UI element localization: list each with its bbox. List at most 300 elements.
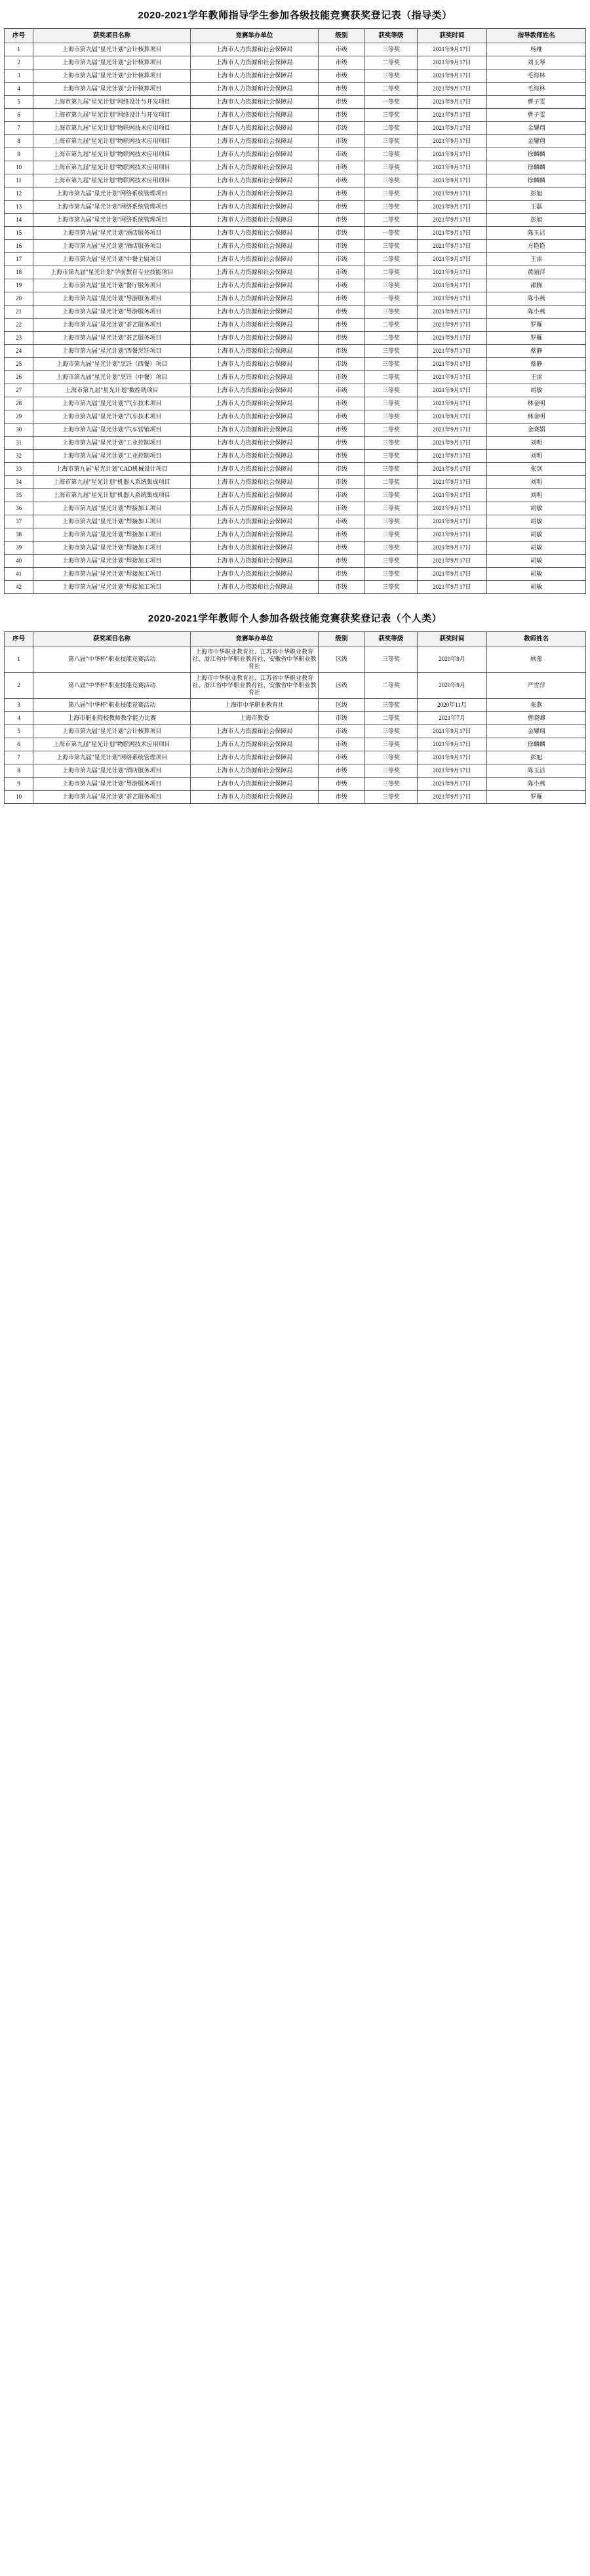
cell-level: 市级 <box>318 384 364 397</box>
cell-teacher: 刘明 <box>487 450 586 463</box>
cell-date: 2021年9月17日 <box>417 410 486 424</box>
cell-project: 第八届"中华杯"职业技能竞赛活动 <box>33 646 190 673</box>
cell-serial: 6 <box>5 109 33 122</box>
cell-serial: 5 <box>5 725 33 738</box>
cell-serial: 20 <box>5 292 33 306</box>
table-row <box>5 489 586 502</box>
cell-award: 三等奖 <box>364 699 417 712</box>
cell-teacher: 罗雁 <box>487 319 586 332</box>
table-row <box>5 371 586 384</box>
cell-award: 三等奖 <box>364 437 417 450</box>
cell-teacher: 胡敏 <box>487 528 586 542</box>
table-row <box>5 214 586 227</box>
cell-serial: 1 <box>5 43 33 56</box>
cell-award: 三等奖 <box>364 778 417 791</box>
header-award: 获奖等级 <box>364 632 417 646</box>
cell-serial: 3 <box>5 69 33 83</box>
cell-award: 三等奖 <box>364 174 417 188</box>
cell-organizer: 上海市人力资源和社会保障局 <box>190 83 318 96</box>
cell-award: 三等奖 <box>364 410 417 424</box>
cell-project: 上海市第九届"星光计划"茶艺服务项目 <box>33 332 190 345</box>
cell-serial: 1 <box>5 646 33 673</box>
cell-award: 三等奖 <box>364 542 417 555</box>
cell-level: 市级 <box>318 528 364 542</box>
cell-level: 市级 <box>318 69 364 83</box>
cell-award: 三等奖 <box>364 725 417 738</box>
cell-teacher: 徐麟麟 <box>487 174 586 188</box>
cell-project: 上海市第九届"星光计划"导游服务项目 <box>33 778 190 791</box>
cell-level: 市级 <box>318 188 364 201</box>
table-row <box>5 279 586 292</box>
cell-serial: 26 <box>5 371 33 384</box>
cell-project: 上海市第九届"星光计划"网络系统管理项目 <box>33 214 190 227</box>
table-row <box>5 397 586 410</box>
cell-serial: 10 <box>5 161 33 174</box>
cell-serial: 32 <box>5 450 33 463</box>
cell-organizer: 上海市人力资源和社会保障局 <box>190 266 318 279</box>
header-award: 获奖等级 <box>364 29 417 43</box>
cell-serial: 33 <box>5 463 33 476</box>
cell-date: 2021年9月17日 <box>417 450 486 463</box>
cell-organizer: 上海市人力资源和社会保障局 <box>190 240 318 253</box>
cell-serial: 12 <box>5 188 33 201</box>
cell-teacher: 黄丽萍 <box>487 266 586 279</box>
cell-project: 上海市第九届"星光计划"网络设计与开发项目 <box>33 96 190 109</box>
table-row <box>5 266 586 279</box>
cell-organizer: 上海市人力资源和社会保障局 <box>190 188 318 201</box>
cell-level: 市级 <box>318 476 364 489</box>
cell-date: 2021年9月17日 <box>417 424 486 437</box>
table-row <box>5 174 586 188</box>
cell-date: 2021年9月17日 <box>417 214 486 227</box>
cell-award: 二等奖 <box>364 476 417 489</box>
cell-project: 上海市职业院校教师教学能力比赛 <box>33 712 190 725</box>
cell-teacher: 胡敏 <box>487 502 586 515</box>
cell-serial: 41 <box>5 568 33 581</box>
cell-level: 市级 <box>318 725 364 738</box>
table-row <box>5 358 586 371</box>
cell-date: 2021年9月17日 <box>417 528 486 542</box>
personal-awards-table <box>4 631 586 804</box>
header-teacher: 指导教师姓名 <box>487 29 586 43</box>
cell-serial: 4 <box>5 712 33 725</box>
cell-level: 市级 <box>318 502 364 515</box>
table-row <box>5 555 586 568</box>
cell-date: 2021年9月17日 <box>417 306 486 319</box>
cell-level: 市级 <box>318 240 364 253</box>
cell-award: 三等奖 <box>364 188 417 201</box>
table-row <box>5 463 586 476</box>
cell-serial: 8 <box>5 135 33 148</box>
cell-organizer: 上海市人力资源和社会保障局 <box>190 214 318 227</box>
cell-award: 三等奖 <box>364 515 417 528</box>
cell-teacher: 胡敏 <box>487 384 586 397</box>
cell-serial: 31 <box>5 437 33 450</box>
cell-award: 二等奖 <box>364 122 417 135</box>
cell-award: 三等奖 <box>364 489 417 502</box>
cell-organizer: 上海市人力资源和社会保障局 <box>190 69 318 83</box>
cell-teacher: 金耀翔 <box>487 725 586 738</box>
cell-level: 区级 <box>318 699 364 712</box>
cell-date: 2021年9月17日 <box>417 135 486 148</box>
cell-organizer: 上海市人力资源和社会保障局 <box>190 292 318 306</box>
cell-award: 三等奖 <box>364 751 417 764</box>
cell-award: 二等奖 <box>364 371 417 384</box>
cell-teacher: 邵腾 <box>487 279 586 292</box>
cell-serial: 10 <box>5 791 33 804</box>
cell-award: 三等奖 <box>364 738 417 751</box>
cell-teacher: 曹子雯 <box>487 109 586 122</box>
table-row <box>5 712 586 725</box>
cell-teacher: 林金明 <box>487 410 586 424</box>
cell-date: 2021年9月17日 <box>417 542 486 555</box>
cell-teacher: 胡敏 <box>487 568 586 581</box>
cell-serial: 9 <box>5 148 33 161</box>
cell-project: 上海市第九届"星光计划"会计核算项目 <box>33 725 190 738</box>
table-row <box>5 109 586 122</box>
header-date: 获奖时间 <box>417 29 486 43</box>
cell-project: 第八届"中华杯"职业技能竞赛活动 <box>33 673 190 699</box>
cell-level: 市级 <box>318 56 364 69</box>
cell-award: 三等奖 <box>364 135 417 148</box>
cell-organizer: 上海市人力资源和社会保障局 <box>190 791 318 804</box>
cell-award: 二等奖 <box>364 214 417 227</box>
cell-project: 上海市第九届"星光计划"会计核算项目 <box>33 43 190 56</box>
cell-organizer: 上海市人力资源和社会保障局 <box>190 542 318 555</box>
cell-project: 上海市第九届"星光计划"数控铣项目 <box>33 384 190 397</box>
cell-date: 2021年9月17日 <box>417 384 486 397</box>
cell-award: 二等奖 <box>364 319 417 332</box>
cell-date: 2021年9月17日 <box>417 581 486 594</box>
table-row <box>5 410 586 424</box>
cell-organizer: 上海市人力资源和社会保障局 <box>190 424 318 437</box>
cell-award: 三等奖 <box>364 109 417 122</box>
table-row <box>5 502 586 515</box>
cell-teacher: 彭旭 <box>487 214 586 227</box>
cell-date: 2021年9月17日 <box>417 397 486 410</box>
cell-teacher: 罗雁 <box>487 791 586 804</box>
cell-date: 2021年9月17日 <box>417 358 486 371</box>
cell-serial: 36 <box>5 502 33 515</box>
cell-teacher: 徐麟麟 <box>487 148 586 161</box>
cell-teacher: 蔡静 <box>487 358 586 371</box>
cell-organizer: 上海市人力资源和社会保障局 <box>190 56 318 69</box>
cell-organizer: 上海市人力资源和社会保障局 <box>190 306 318 319</box>
header-project: 获奖项目名称 <box>33 632 190 646</box>
cell-level: 市级 <box>318 122 364 135</box>
table-row <box>5 292 586 306</box>
cell-teacher: 蔡静 <box>487 345 586 358</box>
cell-teacher: 陈玉洁 <box>487 227 586 240</box>
cell-project: 上海市第九届"星光计划"导游服务项目 <box>33 292 190 306</box>
cell-teacher: 彭旭 <box>487 188 586 201</box>
cell-date: 2021年9月17日 <box>417 43 486 56</box>
cell-project: 上海市第九届"星光计划"会计核算项目 <box>33 56 190 69</box>
cell-organizer: 上海市人力资源和社会保障局 <box>190 515 318 528</box>
guidance-table-body <box>5 43 586 594</box>
cell-award: 一等奖 <box>364 227 417 240</box>
cell-organizer: 上海市人力资源和社会保障局 <box>190 725 318 738</box>
cell-date: 2021年9月17日 <box>417 96 486 109</box>
cell-serial: 3 <box>5 699 33 712</box>
cell-organizer: 上海市人力资源和社会保障局 <box>190 476 318 489</box>
cell-date: 2021年9月17日 <box>417 56 486 69</box>
cell-level: 市级 <box>318 437 364 450</box>
personal-header-row <box>5 632 586 646</box>
table-row <box>5 188 586 201</box>
header-project: 获奖项目名称 <box>33 29 190 43</box>
cell-date: 2020年11月 <box>417 699 486 712</box>
cell-teacher: 王磊 <box>487 201 586 214</box>
cell-project: 上海市第九届"星光计划"酒店服务项目 <box>33 764 190 778</box>
cell-level: 市级 <box>318 791 364 804</box>
cell-serial: 30 <box>5 424 33 437</box>
cell-project: 上海市第九届"星光计划"焊接加工项目 <box>33 502 190 515</box>
table-row <box>5 568 586 581</box>
guidance-awards-table <box>4 28 586 594</box>
table-row <box>5 581 586 594</box>
cell-level: 市级 <box>318 214 364 227</box>
cell-serial: 21 <box>5 306 33 319</box>
cell-serial: 8 <box>5 764 33 778</box>
cell-organizer: 上海市人力资源和社会保障局 <box>190 778 318 791</box>
cell-award: 一等奖 <box>364 96 417 109</box>
cell-organizer: 上海市人力资源和社会保障局 <box>190 528 318 542</box>
cell-level: 市级 <box>318 266 364 279</box>
cell-level: 市级 <box>318 764 364 778</box>
cell-organizer: 上海市人力资源和社会保障局 <box>190 96 318 109</box>
cell-serial: 2 <box>5 56 33 69</box>
cell-serial: 5 <box>5 96 33 109</box>
cell-teacher: 彭旭 <box>487 751 586 764</box>
cell-organizer: 上海市人力资源和社会保障局 <box>190 437 318 450</box>
table-row <box>5 738 586 751</box>
cell-award: 二等奖 <box>364 424 417 437</box>
cell-organizer: 上海市人力资源和社会保障局 <box>190 174 318 188</box>
cell-teacher: 陈小燕 <box>487 306 586 319</box>
cell-serial: 13 <box>5 201 33 214</box>
cell-project: 上海市第九届"星光计划"汽车营销项目 <box>33 424 190 437</box>
cell-project: 上海市第九届"星光计划"酒店服务项目 <box>33 240 190 253</box>
table-row <box>5 122 586 135</box>
cell-organizer: 上海市人力资源和社会保障局 <box>190 227 318 240</box>
cell-date: 2021年9月17日 <box>417 319 486 332</box>
cell-award: 三等奖 <box>364 161 417 174</box>
cell-organizer: 上海市中华职业教育社 <box>190 699 318 712</box>
cell-award: 二等奖 <box>364 148 417 161</box>
table-row <box>5 528 586 542</box>
cell-teacher: 毛海林 <box>487 83 586 96</box>
cell-award: 三等奖 <box>364 345 417 358</box>
cell-project: 上海市第九届"星光计划"餐厅服务项目 <box>33 279 190 292</box>
cell-organizer: 上海市教委 <box>190 712 318 725</box>
table-row <box>5 424 586 437</box>
cell-serial: 24 <box>5 345 33 358</box>
cell-project: 上海市第九届"星光计划"物联网技术应用项目 <box>33 738 190 751</box>
cell-organizer: 上海市人力资源和社会保障局 <box>190 122 318 135</box>
cell-teacher: 陈玉洁 <box>487 764 586 778</box>
cell-award: 三等奖 <box>364 384 417 397</box>
cell-teacher: 金耀翔 <box>487 122 586 135</box>
cell-level: 市级 <box>318 515 364 528</box>
cell-serial: 22 <box>5 319 33 332</box>
cell-organizer: 上海市人力资源和社会保障局 <box>190 581 318 594</box>
document-page <box>0 0 590 804</box>
cell-date: 2021年9月17日 <box>417 371 486 384</box>
cell-project: 上海市第九届"星光计划"汽车技术项目 <box>33 397 190 410</box>
cell-award: 三等奖 <box>364 791 417 804</box>
table-row <box>5 673 586 699</box>
table-row <box>5 135 586 148</box>
cell-level: 市级 <box>318 253 364 266</box>
header-organizer: 竞赛举办单位 <box>190 632 318 646</box>
cell-level: 区级 <box>318 646 364 673</box>
cell-award: 二等奖 <box>364 712 417 725</box>
cell-serial: 6 <box>5 738 33 751</box>
table-row <box>5 96 586 109</box>
header-teacher: 教师姓名 <box>487 632 586 646</box>
cell-date: 2021年9月17日 <box>417 437 486 450</box>
cell-date: 2021年7月 <box>417 712 486 725</box>
cell-serial: 38 <box>5 528 33 542</box>
cell-serial: 39 <box>5 542 33 555</box>
cell-teacher: 张剑 <box>487 463 586 476</box>
cell-date: 2021年9月17日 <box>417 109 486 122</box>
cell-project: 第八届"中华杯"职业技能竞赛活动 <box>33 699 190 712</box>
header-serial: 序号 <box>5 632 33 646</box>
cell-organizer: 上海市人力资源和社会保障局 <box>190 135 318 148</box>
cell-award: 三等奖 <box>364 69 417 83</box>
table-row <box>5 791 586 804</box>
table-row <box>5 345 586 358</box>
cell-serial: 18 <box>5 266 33 279</box>
cell-teacher: 金耀翔 <box>487 135 586 148</box>
cell-project: 上海市第九届"星光计划"焊接加工项目 <box>33 528 190 542</box>
cell-serial: 14 <box>5 214 33 227</box>
cell-organizer: 上海市人力资源和社会保障局 <box>190 502 318 515</box>
cell-date: 2021年9月17日 <box>417 568 486 581</box>
cell-project: 上海市第九届"星光计划"机器人系统集成项目 <box>33 489 190 502</box>
cell-teacher: 胡敏 <box>487 581 586 594</box>
cell-organizer: 上海市人力资源和社会保障局 <box>190 489 318 502</box>
cell-project: 上海市第九届"星光计划"焊接加工项目 <box>33 515 190 528</box>
cell-award: 二等奖 <box>364 266 417 279</box>
cell-organizer: 上海市人力资源和社会保障局 <box>190 148 318 161</box>
personal-table-title: 2020-2021学年教师个人参加各级技能竞赛获奖登记表（个人类） <box>148 613 442 624</box>
cell-serial: 4 <box>5 83 33 96</box>
cell-project: 上海市第九届"星光计划"机器人系统集成项目 <box>33 476 190 489</box>
cell-date: 2021年9月17日 <box>417 69 486 83</box>
cell-award: 二等奖 <box>364 56 417 69</box>
cell-serial: 37 <box>5 515 33 528</box>
cell-teacher: 徐麟麟 <box>487 738 586 751</box>
cell-level: 市级 <box>318 345 364 358</box>
cell-date: 2021年9月17日 <box>417 122 486 135</box>
cell-award: 三等奖 <box>364 306 417 319</box>
cell-organizer: 上海市人力资源和社会保障局 <box>190 463 318 476</box>
cell-level: 市级 <box>318 43 364 56</box>
cell-organizer: 上海市人力资源和社会保障局 <box>190 201 318 214</box>
table-row <box>5 69 586 83</box>
cell-level: 市级 <box>318 306 364 319</box>
cell-teacher: 王雷 <box>487 371 586 384</box>
cell-date: 2021年9月17日 <box>417 515 486 528</box>
cell-award: 三等奖 <box>364 397 417 410</box>
table-row <box>5 751 586 764</box>
cell-level: 区级 <box>318 673 364 699</box>
table-row <box>5 332 586 345</box>
cell-project: 上海市第九届"星光计划"会计核算项目 <box>33 69 190 83</box>
table-row <box>5 450 586 463</box>
cell-date: 2021年9月17日 <box>417 253 486 266</box>
cell-level: 市级 <box>318 279 364 292</box>
cell-date: 2021年9月17日 <box>417 489 486 502</box>
cell-organizer: 上海市人力资源和社会保障局 <box>190 764 318 778</box>
cell-serial: 2 <box>5 673 33 699</box>
cell-level: 市级 <box>318 358 364 371</box>
cell-teacher: 胡敏 <box>487 515 586 528</box>
cell-project: 上海市第九届"星光计划"物联网技术应用项目 <box>33 135 190 148</box>
cell-date: 2021年9月17日 <box>417 292 486 306</box>
cell-organizer: 上海市中华职业教育社、江苏省中华职业教育社、浙江省中华职业教育社、安徽省中华职业教育社 <box>190 673 318 699</box>
cell-project: 上海市第九届"星光计划"物联网技术应用项目 <box>33 161 190 174</box>
cell-teacher: 徐麟麟 <box>487 161 586 174</box>
table-row <box>5 306 586 319</box>
cell-level: 市级 <box>318 397 364 410</box>
cell-organizer: 上海市人力资源和社会保障局 <box>190 371 318 384</box>
table-row <box>5 148 586 161</box>
table-row <box>5 476 586 489</box>
cell-date: 2021年9月17日 <box>417 463 486 476</box>
table-row <box>5 778 586 791</box>
header-serial: 序号 <box>5 29 33 43</box>
cell-award: 三等奖 <box>364 646 417 673</box>
cell-organizer: 上海市人力资源和社会保障局 <box>190 43 318 56</box>
cell-award: 二等奖 <box>364 253 417 266</box>
cell-organizer: 上海市人力资源和社会保障局 <box>190 450 318 463</box>
cell-serial: 27 <box>5 384 33 397</box>
cell-date: 2021年9月17日 <box>417 161 486 174</box>
table-row <box>5 437 586 450</box>
cell-teacher: 杨维 <box>487 43 586 56</box>
cell-date: 2021年9月17日 <box>417 332 486 345</box>
cell-organizer: 上海市人力资源和社会保障局 <box>190 345 318 358</box>
cell-project: 上海市第九届"星光计划"物联网技术应用项目 <box>33 122 190 135</box>
cell-level: 市级 <box>318 450 364 463</box>
cell-level: 市级 <box>318 292 364 306</box>
cell-date: 2021年9月17日 <box>417 751 486 764</box>
table-row <box>5 43 586 56</box>
cell-teacher: 曹子雯 <box>487 96 586 109</box>
table-row <box>5 201 586 214</box>
cell-date: 2021年9月17日 <box>417 476 486 489</box>
cell-teacher: 林金明 <box>487 397 586 410</box>
table-row <box>5 725 586 738</box>
cell-serial: 25 <box>5 358 33 371</box>
cell-project: 上海市第九届"星光计划"网络系统管理项目 <box>33 751 190 764</box>
cell-date: 2021年9月17日 <box>417 148 486 161</box>
cell-organizer: 上海市人力资源和社会保障局 <box>190 568 318 581</box>
cell-teacher: 刘玉琴 <box>487 56 586 69</box>
cell-teacher: 刘明 <box>487 476 586 489</box>
cell-date: 2021年9月17日 <box>417 227 486 240</box>
cell-award: 三等奖 <box>364 581 417 594</box>
cell-level: 市级 <box>318 148 364 161</box>
cell-serial: 15 <box>5 227 33 240</box>
cell-award: 三等奖 <box>364 568 417 581</box>
cell-date: 2021年9月17日 <box>417 764 486 778</box>
cell-award: 二等奖 <box>364 83 417 96</box>
